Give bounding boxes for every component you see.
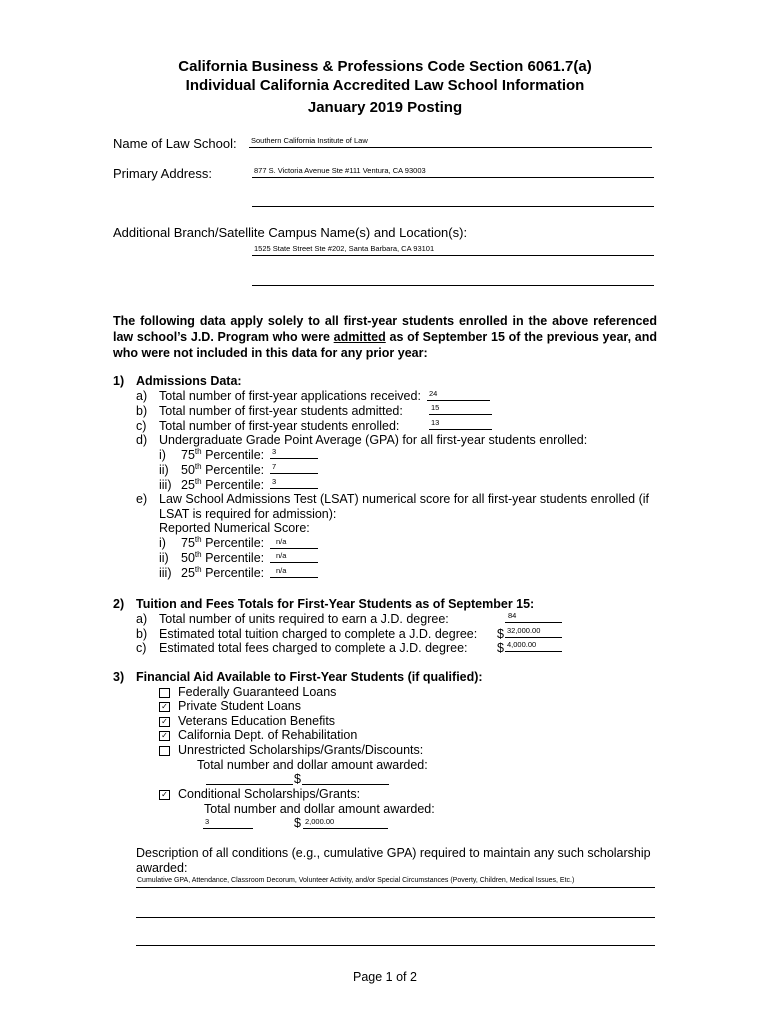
section-3-number: 3) (113, 670, 125, 684)
item-2a-marker: a) (136, 612, 148, 626)
intro-text-2: as of September 15 of the previous year, and who were not included in this data for any prior year: (113, 330, 658, 360)
rehabilitation-label: California Dept. of Rehabilitation (178, 728, 358, 742)
branch-label: Additional Branch/Satellite Campus Name(s) and Location(s): (113, 225, 468, 240)
unrestricted-total-label: Total number and dollar amount awarded: (197, 758, 428, 772)
description-field-2[interactable] (136, 907, 655, 918)
branch-field[interactable]: 1525 State Street Ste #202, Santa Barbara, CA 93101 (252, 245, 654, 256)
conditional-scholarships-checkbox[interactable]: ✓ (159, 790, 170, 800)
rehabilitation-checkbox[interactable]: ✓ (159, 731, 170, 741)
section-1-number: 1) (113, 374, 125, 388)
item-1a-label: Total number of first-year applications received: (159, 389, 421, 403)
fees-currency: $ (497, 641, 504, 655)
item-1d-label: Undergraduate Grade Point Average (GPA) for all first-year students enrolled: (159, 433, 588, 447)
conditional-amount-field[interactable]: 2,000.00 (303, 818, 388, 829)
unrestricted-currency: $ (294, 772, 301, 786)
veterans-benefits-checkbox[interactable]: ✓ (159, 717, 170, 727)
primary-address-label: Primary Address: (113, 166, 212, 181)
gpa-75-field[interactable]: 3 (270, 448, 318, 459)
lsat-50-marker: ii) (159, 551, 169, 565)
gpa-25-marker: iii) (159, 478, 172, 492)
description-label-2: awarded: (136, 861, 188, 875)
section-2-heading: Tuition and Fees Totals for First-Year Students as of September 15: (136, 597, 535, 611)
applications-received-field[interactable]: 24 (427, 390, 490, 401)
form-title: California Business & Professions Code Section 6061.7(a) (178, 58, 592, 75)
conditional-count-field[interactable]: 3 (203, 818, 253, 829)
item-1e-marker: e) (136, 492, 148, 506)
fees-field[interactable]: 4,000.00 (505, 641, 562, 652)
item-1c-label: Total number of first-year students enrolled: (159, 419, 400, 433)
item-1c-marker: c) (136, 419, 147, 433)
form-subtitle: Individual California Accredited Law School Information (185, 77, 585, 94)
item-1b-label: Total number of first-year students admitted: (159, 404, 403, 418)
lsat-75-field[interactable]: n/a (270, 538, 318, 549)
gpa-75-marker: i) (159, 448, 166, 462)
lsat-25-label: 25th Percentile: (181, 564, 265, 580)
item-1a-marker: a) (136, 389, 148, 403)
lsat-25-marker: iii) (159, 566, 172, 580)
lsat-25-field[interactable]: n/a (270, 567, 318, 578)
primary-address-field[interactable]: 877 S. Victoria Avenue Ste #111 Ventura, CA 93003 (252, 167, 654, 178)
intro-emphasis: admitted (333, 330, 386, 344)
gpa-50-field[interactable]: 7 (270, 463, 318, 474)
private-loans-checkbox[interactable]: ✓ (159, 702, 170, 712)
lsat-75-marker: i) (159, 536, 166, 550)
lsat-50-field[interactable]: n/a (270, 552, 318, 563)
gpa-25-field[interactable]: 3 (270, 478, 318, 489)
description-label-1: Description of all conditions (e.g., cumulative GPA) required to maintain any such scholarship (136, 846, 651, 860)
primary-address-field-2[interactable] (252, 196, 654, 207)
item-1e-label-1: Law School Admissions Test (LSAT) numerical score for all first-year students enrolled (if (159, 492, 650, 506)
conditional-currency: $ (294, 816, 301, 830)
posting-date: January 2019 Posting (307, 99, 463, 116)
section-1-heading: Admissions Data: (136, 374, 242, 388)
students-admitted-field[interactable]: 15 (429, 404, 492, 415)
intro-text-1: The following data apply solely to all first-year students enrolled in the above referenced law school’s J.D. Program who were (113, 314, 657, 344)
veterans-benefits-label: Veterans Education Benefits (178, 714, 336, 728)
gpa-50-marker: ii) (159, 463, 169, 477)
intro-paragraph (113, 313, 657, 361)
federal-loans-label: Federally Guaranteed Loans (178, 685, 337, 699)
item-2b-label: Estimated total tuition charged to complete a J.D. degree: (159, 627, 478, 641)
school-name-field[interactable]: Southern California Institute of Law (249, 137, 652, 148)
lsat-75-label: 75th Percentile: (181, 534, 265, 550)
lsat-50-label: 50th Percentile: (181, 549, 265, 565)
description-field-3[interactable] (136, 935, 655, 946)
unrestricted-scholarships-checkbox[interactable] (159, 746, 170, 756)
school-name-label: Name of Law School: (113, 136, 237, 151)
description-field[interactable]: Cumulative GPA, Attendance, Classroom Decorum, Volunteer Activity, and/or Special Circumstances (Poverty, Children, Medical Issues, Etc.) (136, 877, 655, 888)
conditional-total-label: Total number and dollar amount awarded: (204, 802, 435, 816)
section-3-heading: Financial Aid Available to First-Year Students (if qualified): (136, 670, 483, 684)
gpa-25-label: 25th Percentile: (181, 476, 265, 492)
federal-loans-checkbox[interactable] (159, 688, 170, 698)
item-1d-marker: d) (136, 433, 148, 447)
item-1b-marker: b) (136, 404, 148, 418)
branch-field-2[interactable] (252, 275, 654, 286)
tuition-field[interactable]: 32,000.00 (505, 627, 562, 638)
unrestricted-scholarships-label: Unrestricted Scholarships/Grants/Discounts: (178, 743, 424, 757)
private-loans-label: Private Student Loans (178, 699, 301, 713)
students-enrolled-field[interactable]: 13 (429, 419, 492, 430)
section-2-number: 2) (113, 597, 125, 611)
item-2c-label: Estimated total fees charged to complete a J.D. degree: (159, 641, 468, 655)
unrestricted-count-field[interactable] (206, 774, 293, 785)
conditional-scholarships-label: Conditional Scholarships/Grants: (178, 787, 361, 801)
item-1e-label-3: Reported Numerical Score: (159, 521, 310, 535)
gpa-75-label: 75th Percentile: (181, 446, 265, 462)
item-2b-marker: b) (136, 627, 148, 641)
gpa-50-label: 50th Percentile: (181, 461, 265, 477)
page-number: Page 1 of 2 (353, 970, 417, 984)
item-2a-label: Total number of units required to earn a J.D. degree: (159, 612, 449, 626)
unrestricted-amount-field[interactable] (302, 774, 389, 785)
item-2c-marker: c) (136, 641, 147, 655)
units-required-field[interactable]: 84 (505, 612, 562, 623)
item-1e-label-2: LSAT is required for admission): (159, 507, 337, 521)
tuition-currency: $ (497, 627, 504, 641)
